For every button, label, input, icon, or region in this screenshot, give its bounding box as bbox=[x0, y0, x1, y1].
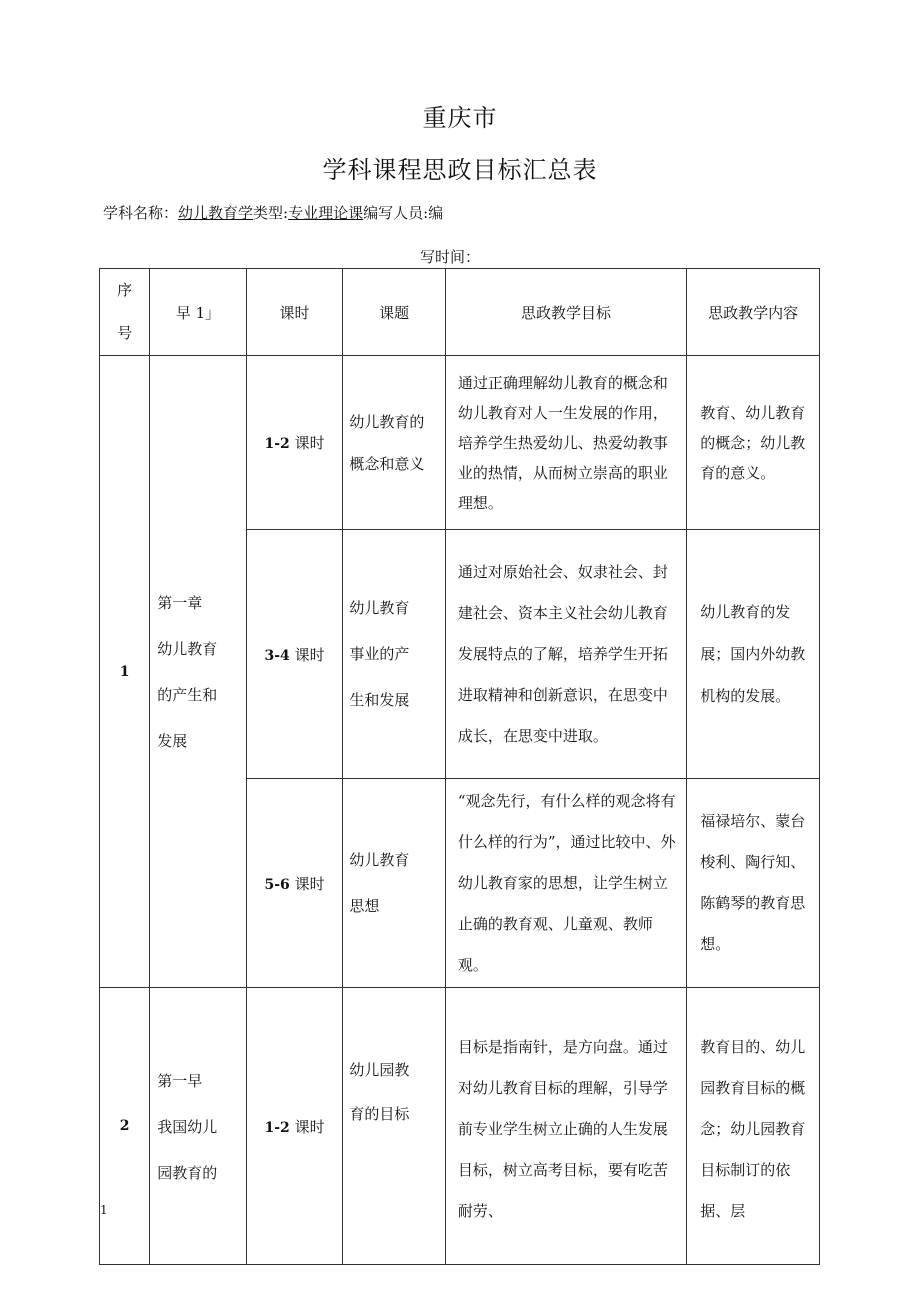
header-hours: 课时 bbox=[246, 269, 343, 356]
row-chapter: 第一章 幼儿教育 的产生和 发展 bbox=[150, 356, 247, 988]
document-city: 重庆市 bbox=[422, 104, 498, 132]
document-title: 学科课程思政目标汇总表 bbox=[322, 156, 598, 184]
header-seq: 序 号 bbox=[100, 269, 150, 356]
row-content: 教育目的、幼儿园教育目标的概念；幼儿园教育目标制订的依据、层 bbox=[687, 988, 820, 1265]
table-row bbox=[100, 356, 820, 530]
type-label: 类型: bbox=[253, 204, 289, 222]
row-content: 教育、幼儿教育的概念；幼儿教育的意义。 bbox=[687, 356, 820, 530]
header-chapter: 早 1」 bbox=[150, 269, 247, 356]
type-value: 专业理论课 bbox=[288, 204, 364, 222]
subject-label: 学科名称： bbox=[103, 204, 179, 222]
row-hours: 1-2 课时 bbox=[246, 356, 343, 530]
row-topic: 幼儿教育的 概念和意义 bbox=[343, 356, 446, 530]
row-goal: 通过对原始社会、奴隶社会、封建社会、资本主义社会幼儿教育发展特点的了解，培养学生开拓进取精神和创新意识，在思变中成长，在思变中进取。 bbox=[445, 530, 686, 779]
author-label: 编写人员:编 bbox=[363, 204, 444, 222]
header-topic: 课题 bbox=[343, 269, 446, 356]
date-label: 写时间： bbox=[420, 248, 481, 266]
row-topic: 幼儿教育 事业的产 生和发展 bbox=[343, 530, 446, 779]
subject-value: 幼儿教育学 bbox=[178, 204, 254, 222]
document-meta-line bbox=[103, 202, 443, 223]
row-hours: 1-2 课时 bbox=[246, 988, 343, 1265]
row-topic: 幼儿教育 思想 bbox=[343, 779, 446, 988]
table-row bbox=[100, 988, 820, 1265]
summary-table bbox=[99, 268, 820, 1265]
row-content: 幼儿教育的发展；国内外幼教机构的发展。 bbox=[687, 530, 820, 779]
row-content: 福禄培尔、蒙台梭利、陶行知、陈鹤琴的教育思想。 bbox=[687, 779, 820, 988]
page-number: 1 bbox=[100, 1203, 108, 1217]
row-topic: 幼儿园教 育的目标 bbox=[343, 988, 446, 1265]
row-seq: 1 bbox=[100, 356, 150, 988]
row-hours: 3-4 课时 bbox=[246, 530, 343, 779]
row-chapter: 第一早 我国幼儿 园教育的 bbox=[150, 988, 247, 1265]
header-content: 思政教学内容 bbox=[687, 269, 820, 356]
table-header-row bbox=[100, 269, 820, 356]
row-goal: 通过正确理解幼儿教育的概念和幼儿教育对人一生发展的作用，培养学生热爱幼儿、热爱幼教事业的热情，从而树立崇高的职业理想。 bbox=[445, 356, 686, 530]
row-seq: 2 bbox=[100, 988, 150, 1265]
row-goal: 目标是指南针，是方向盘。通过对幼儿教育目标的理解，引导学前专业学生树立止确的人生发展目标，树立高考目标，要有吃苦耐劳、 bbox=[445, 988, 686, 1265]
row-goal: “观念先行，有什么样的观念将有什么样的行为”，通过比较中、外幼儿教育家的思想，让学生树立止确的教育观、儿童观、教师观。 bbox=[445, 779, 686, 988]
header-goal: 思政教学目标 bbox=[445, 269, 686, 356]
row-hours: 5-6 课时 bbox=[246, 779, 343, 988]
